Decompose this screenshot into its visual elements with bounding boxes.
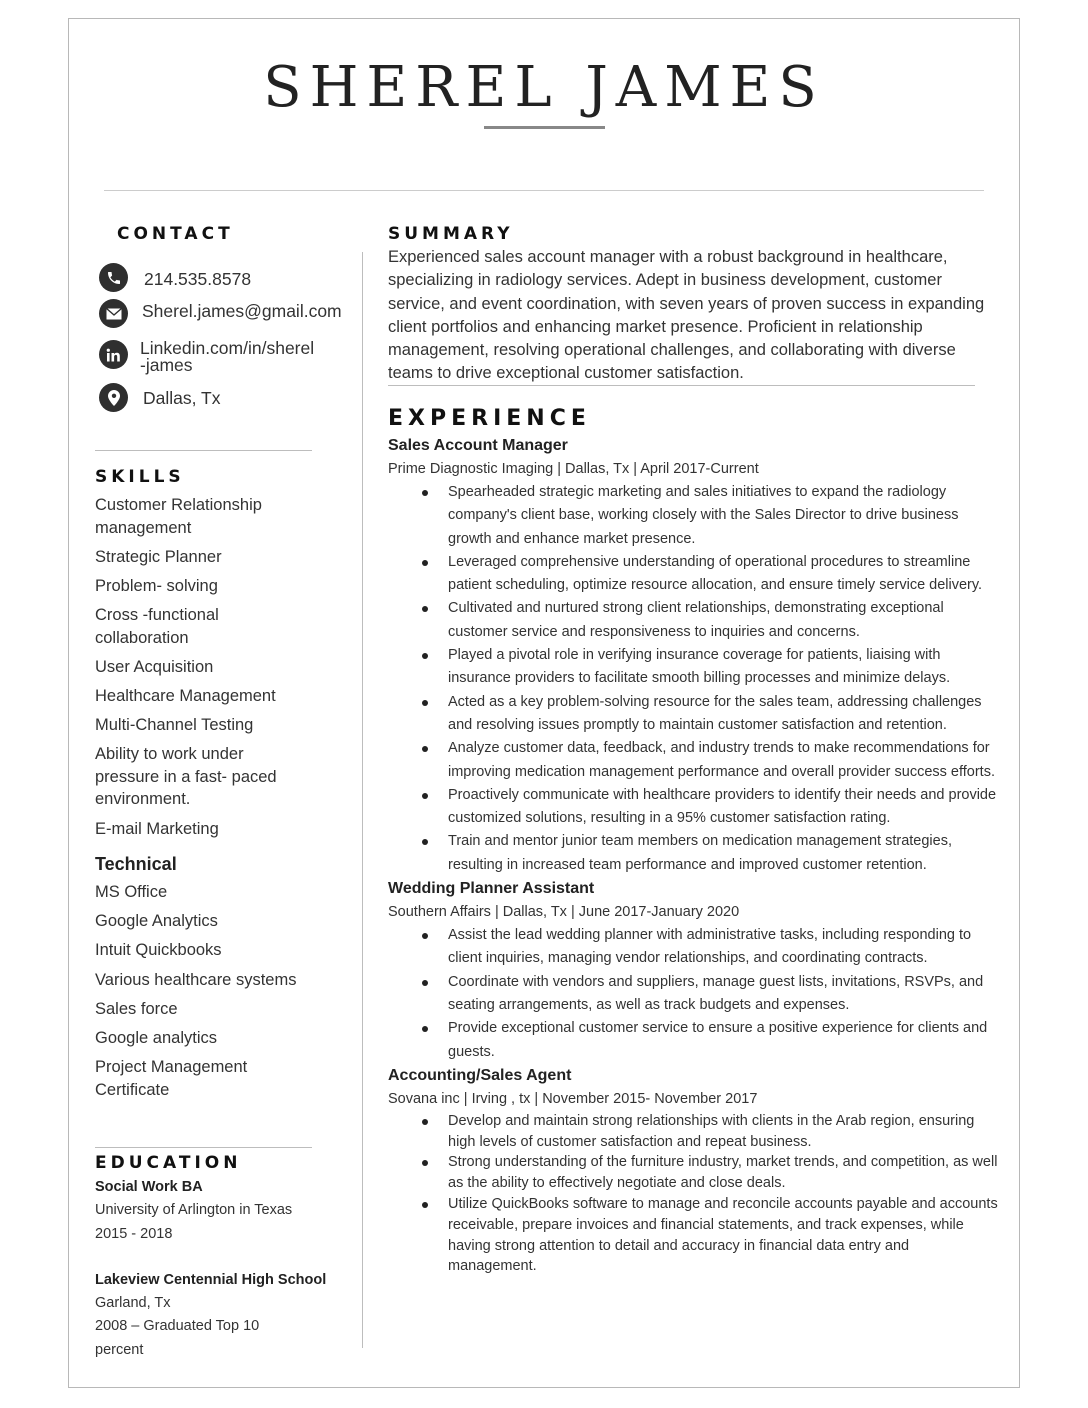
years: 2015 - 2018 xyxy=(95,1225,173,1242)
job-bullet: Provide exceptional customer service to ensure a positive experience for clients and guests. xyxy=(388,1017,998,1064)
technical-item: Google analytics xyxy=(95,1028,217,1047)
summary-heading: SUMMARY xyxy=(388,224,514,244)
contact-heading: CONTACT xyxy=(117,224,234,244)
contact-email xyxy=(99,299,342,328)
skills-divider xyxy=(95,1147,312,1148)
job-bullet: Leveraged comprehensive understanding of operational procedures to streamline patient scheduling, optimize resource allocation, and ensure timely service delivery. xyxy=(388,551,998,598)
school: Garland, Tx xyxy=(95,1295,171,1312)
job-bullets xyxy=(388,924,998,1064)
degree: Lakeview Centennial High School xyxy=(95,1271,327,1288)
job-bullet: Analyze customer data, feedback, and industry trends to make recommendations for improving medication management performance and overall provider success efforts. xyxy=(388,737,998,784)
years: 2008 – Graduated Top 10 percent xyxy=(95,1318,260,1358)
job-bullet: Utilize QuickBooks software to manage and reconcile accounts payable and accounts receivable, prepare invoices and financial statements, and track expenses, while having strong attention to detail and accuracy in financial data entry and management. xyxy=(388,1194,998,1277)
job-title: Sales Account Manager xyxy=(388,437,568,454)
location-text: Dallas, Tx xyxy=(143,388,221,408)
job-bullet: Played a pivotal role in verifying insurance coverage for patients, liaising with insurance providers to facilitate smooth billing processes and minimize delays. xyxy=(388,644,998,691)
skill-item: Strategic Planner xyxy=(95,547,222,566)
job-bullets xyxy=(388,481,998,877)
contact-phone xyxy=(99,263,251,292)
technical-item: Project Management Certificate xyxy=(95,1058,248,1099)
education-entry xyxy=(95,1176,335,1246)
technical-heading: Technical xyxy=(95,854,177,874)
phone-icon xyxy=(99,263,128,292)
email-address: Sherel.james@gmail.com xyxy=(142,301,342,321)
school: University of Arlington in Texas xyxy=(95,1202,293,1219)
job-bullets xyxy=(388,1111,998,1277)
linkedin-icon xyxy=(99,340,128,369)
education-list xyxy=(95,1176,335,1362)
job-bullet: Coordinate with vendors and suppliers, manage guest lists, invitations, RSVPs, and seating arrangements, as well as track budgets and expenses. xyxy=(388,971,998,1018)
contact-linkedin xyxy=(99,340,314,374)
skill-item: Customer Relationship management xyxy=(95,496,262,537)
skill-item: E-mail Marketing xyxy=(95,819,219,838)
job-meta: Southern Affairs | Dallas, Tx | June 2017-January 2020 xyxy=(388,904,740,921)
skill-item: Multi-Channel Testing xyxy=(95,716,254,735)
resume-name: SHEREL JAMES xyxy=(263,55,825,120)
summary-text: Experienced sales account manager with a robust background in healthcare, specializing in radiology services. Adept in business development, customer service, and event coordination, with seven years of proven success in expanding client portfolios and enhancing market presence. Proficient in relationship management, resolving operational challenges, and collaborating with diverse teams to drive exceptional customer satisfaction. xyxy=(388,248,985,383)
job-title: Accounting/Sales Agent xyxy=(388,1066,572,1084)
skill-item: Problem- solving xyxy=(95,576,218,595)
summary-divider xyxy=(388,385,975,386)
technical-item: Sales force xyxy=(95,999,178,1018)
job-entry xyxy=(388,1064,998,1277)
job-bullet: Proactively communicate with healthcare providers to identify their needs and provide customized solutions, resulting in a 95% customer satisfaction rating. xyxy=(388,784,998,831)
job-bullet: Spearheaded strategic marketing and sales initiatives to expand the radiology company's client base, working closely with the Sales Director to drive business growth and enhance market presence. xyxy=(388,481,998,551)
header-divider xyxy=(104,190,984,191)
contact-location xyxy=(99,383,220,412)
contact-divider xyxy=(95,450,312,451)
technical-item: Google Analytics xyxy=(95,912,218,931)
skills-heading: SKILLS xyxy=(95,467,185,487)
technical-item: Intuit Quickbooks xyxy=(95,941,222,960)
job-bullet: Train and mentor junior team members on medication management strategies, resulting in increased team performance and improved customer retention. xyxy=(388,830,998,877)
skills-list xyxy=(95,494,310,1108)
job-meta: Prime Diagnostic Imaging | Dallas, Tx | April 2017-Current xyxy=(388,461,759,477)
job-entry xyxy=(388,877,998,1064)
linkedin-url-line2: -james xyxy=(140,355,193,375)
job-bullet: Strong understanding of the furniture industry, market trends, and competition, as well as the ability to effectively negotiate and close deals. xyxy=(388,1152,998,1194)
job-bullet: Acted as a key problem-solving resource for the sales team, addressing challenges and resolving issues promptly to maintain customer satisfaction and retention. xyxy=(388,691,998,738)
education-heading: EDUCATION xyxy=(95,1153,242,1173)
experience-list xyxy=(388,434,998,1277)
job-bullet: Develop and maintain strong relationships with clients in the Arab region, ensuring high levels of customer satisfaction and repeat business. xyxy=(388,1111,998,1153)
job-entry xyxy=(388,434,998,877)
degree: Social Work BA xyxy=(95,1179,203,1195)
column-divider xyxy=(362,252,363,1348)
job-title: Wedding Planner Assistant xyxy=(388,880,595,898)
mail-icon xyxy=(99,299,128,328)
skill-item: Cross -functional collaboration xyxy=(95,606,219,647)
skill-item: Healthcare Management xyxy=(95,686,276,705)
name-underline xyxy=(484,126,605,129)
skill-item: User Acquisition xyxy=(95,657,214,676)
education-entry xyxy=(95,1269,335,1362)
job-bullet: Assist the lead wedding planner with administrative tasks, including responding to client inquiries, managing vendor relationships, and coordinating contracts. xyxy=(388,924,998,971)
job-bullet: Cultivated and nurtured strong client relationships, demonstrating exceptional customer service and responsiveness to inquiries and concerns. xyxy=(388,597,998,644)
technical-item: MS Office xyxy=(95,883,168,901)
technical-item: Various healthcare systems xyxy=(95,970,297,989)
location-pin-icon xyxy=(99,383,128,412)
linkedin-url-line1: Linkedin.com/in/sherel xyxy=(140,338,315,358)
job-meta: Sovana inc | Irving , tx | November 2015- November 2017 xyxy=(388,1090,758,1107)
experience-heading: EXPERIENCE xyxy=(388,406,591,431)
skill-item: Ability to work under pressure in a fast- paced environment. xyxy=(95,745,277,809)
phone-number: 214.535.8578 xyxy=(144,269,252,289)
